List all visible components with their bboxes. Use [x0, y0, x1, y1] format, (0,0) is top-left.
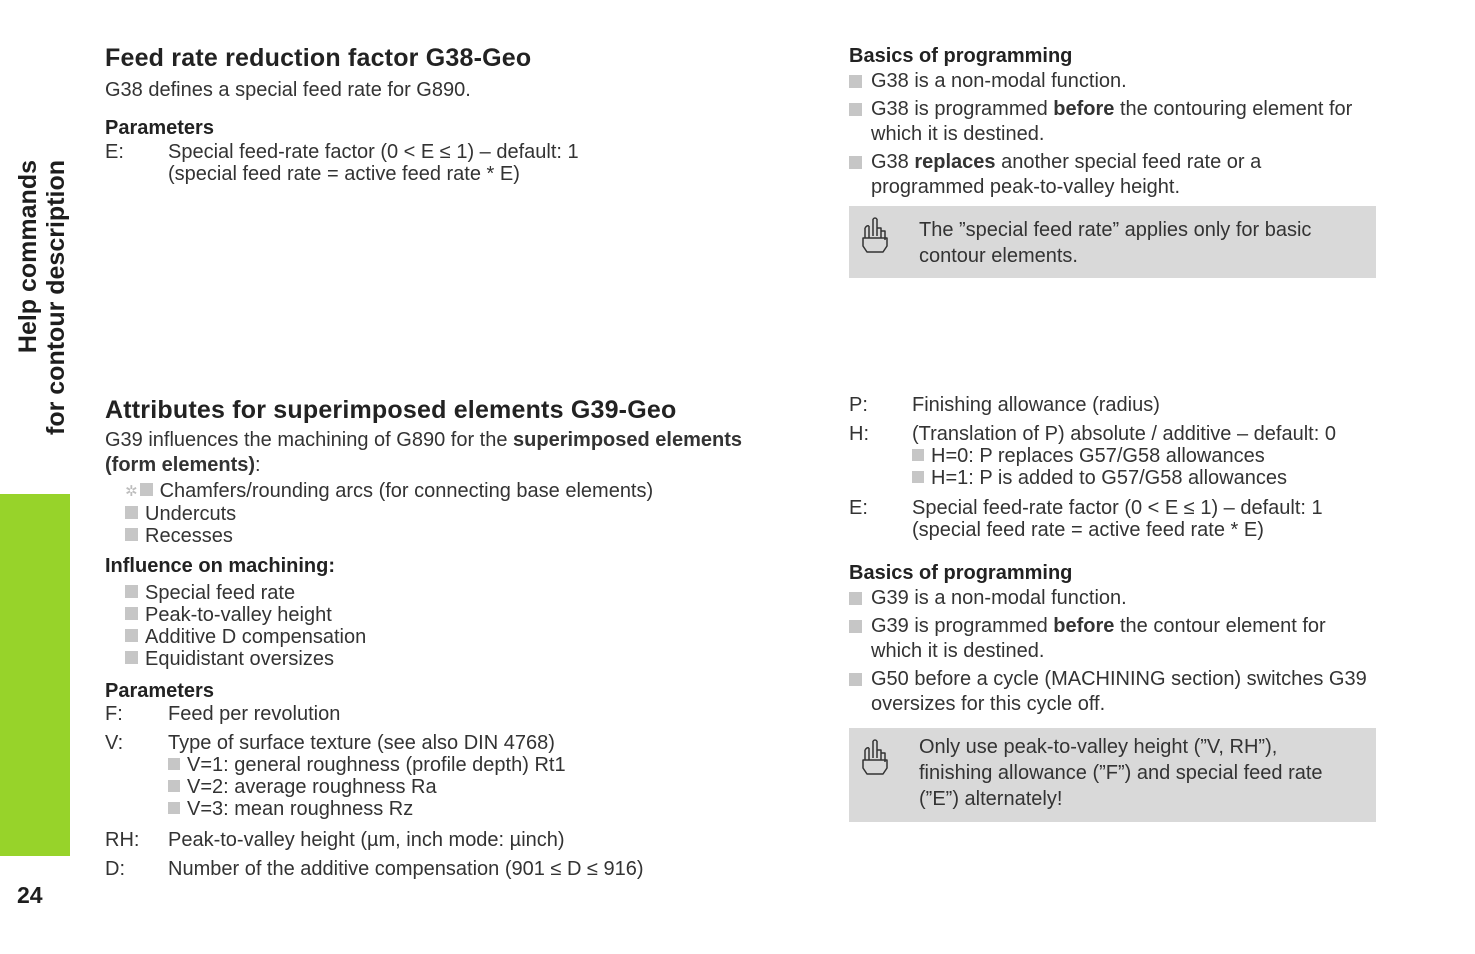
g39-param-e: E: Special feed-rate factor (0 < E ≤ 1) – default: 1 (special feed rate = active feed rate * E) [849, 497, 1323, 541]
list-item: V=3: mean roughness Rz [168, 798, 566, 820]
g39-basics-list [849, 586, 1374, 720]
list-item: G38 replaces another special feed rate or a programmed peak-to-valley height. [849, 150, 1369, 200]
page-number: 24 [17, 882, 43, 908]
list-item: G39 is a non-modal function. [849, 586, 1374, 611]
bullet-square-icon [849, 620, 862, 633]
bullet-square-icon [849, 592, 862, 605]
g38-note-text: The ”special feed rate” applies only for basic contour elements. [919, 219, 1312, 267]
bullet-square-icon [125, 607, 138, 620]
g39-influence-list [125, 582, 366, 670]
bullet-square-icon [125, 528, 138, 541]
list-item: Special feed rate [125, 582, 366, 604]
g39-elements-list [125, 480, 653, 547]
g38-basics-list [849, 69, 1369, 203]
g39-param-f: F: Feed per revolution [105, 703, 341, 725]
chapter-title-line1: Help commands [14, 160, 42, 354]
param-desc: Special feed-rate factor (0 < E ≤ 1) – default: 1 [168, 141, 579, 163]
g39-param-rh: RH: Peak-to-valley height (µm, inch mode: µinch) [105, 829, 565, 851]
bullet-square-icon [849, 75, 862, 88]
bullet-square-icon [125, 629, 138, 642]
list-item: Additive D compensation [125, 626, 366, 648]
g39-intro: G39 influences the machining of G890 for the superimposed elements (form elements): [105, 429, 742, 476]
g39-params-heading: Parameters [105, 680, 214, 702]
bullet-square-icon [125, 651, 138, 664]
bullet-square-icon [849, 103, 862, 116]
g39-title: Attributes for superimposed elements G39-Geo [105, 396, 677, 424]
list-item: Undercuts [125, 503, 653, 525]
bullet-square-icon [849, 673, 862, 686]
list-item: Equidistant oversizes [125, 648, 366, 670]
list-item: V=2: average roughness Ra [168, 776, 566, 798]
g38-note-box [849, 206, 1376, 278]
bullet-square-icon [168, 780, 180, 792]
param-key: E: [105, 141, 124, 163]
list-item: Recesses [125, 525, 653, 547]
g38-params-heading: Parameters [105, 117, 214, 139]
hand-pointing-icon [859, 216, 891, 256]
chapter-tab-marker [0, 494, 70, 856]
g39-param-v: V: Type of surface texture (see also DIN 4768) V=1: general roughness (profile depth) Rt1 V=2: average roughness Ra V=3: mean roughness Rz [105, 732, 566, 820]
g39-note-box [849, 728, 1376, 822]
g38-title: Feed rate reduction factor G38-Geo [105, 44, 532, 72]
list-item: Peak-to-valley height [125, 604, 366, 626]
list-item: G50 before a cycle (MACHINING section) switches G39 oversizes for this cycle off. [849, 667, 1374, 717]
list-item: G38 is a non-modal function. [849, 69, 1369, 94]
g38-basics-heading: Basics of programming [849, 45, 1073, 67]
list-item: H=0: P replaces G57/G58 allowances [912, 445, 1336, 467]
list-item: G38 is programmed before the contouring element for which it is destined. [849, 97, 1369, 147]
g39-param-p: P: Finishing allowance (radius) [849, 394, 1160, 416]
chapter-title-line2: for contour description [42, 160, 70, 435]
param-desc: (special feed rate = active feed rate * E) [168, 163, 520, 185]
g39-param-d: D: Number of the additive compensation (901 ≤ D ≤ 916) [105, 858, 644, 880]
g38-param-e [105, 141, 705, 187]
bullet-square-icon [125, 506, 138, 519]
bullet-square-icon [912, 471, 924, 483]
list-item: ✲ Chamfers/rounding arcs (for connecting base elements) [125, 480, 654, 502]
chapter-title [14, 160, 76, 460]
list-item: H=1: P is added to G57/G58 allowances [912, 467, 1336, 489]
g39-basics-heading: Basics of programming [849, 562, 1073, 584]
list-item: V=1: general roughness (profile depth) Rt1 [168, 754, 566, 776]
bullet-square-icon [125, 585, 138, 598]
g39-param-h: H: (Translation of P) absolute / additive – default: 0 H=0: P replaces G57/G58 allowances H=1: P is added to G57/G58 allowances [849, 423, 1336, 489]
bullet-square-icon [168, 758, 180, 770]
g39-influence-heading: Influence on machining: [105, 555, 336, 577]
bullet-square-icon [168, 802, 180, 814]
g39-note-text: Only use peak-to-valley height (”V, RH”), finishing allowance (”F”) and special feed rate (”E”) alternately! [919, 736, 1323, 810]
g38-intro: G38 defines a special feed rate for G890. [105, 79, 471, 101]
snowflake-icon: ✲ [125, 483, 138, 500]
list-item: G39 is programmed before the contour element for which it is destined. [849, 614, 1374, 664]
hand-pointing-icon [859, 738, 891, 778]
bullet-square-icon [849, 156, 862, 169]
bullet-square-icon [912, 449, 924, 461]
bullet-square-icon [140, 483, 153, 496]
